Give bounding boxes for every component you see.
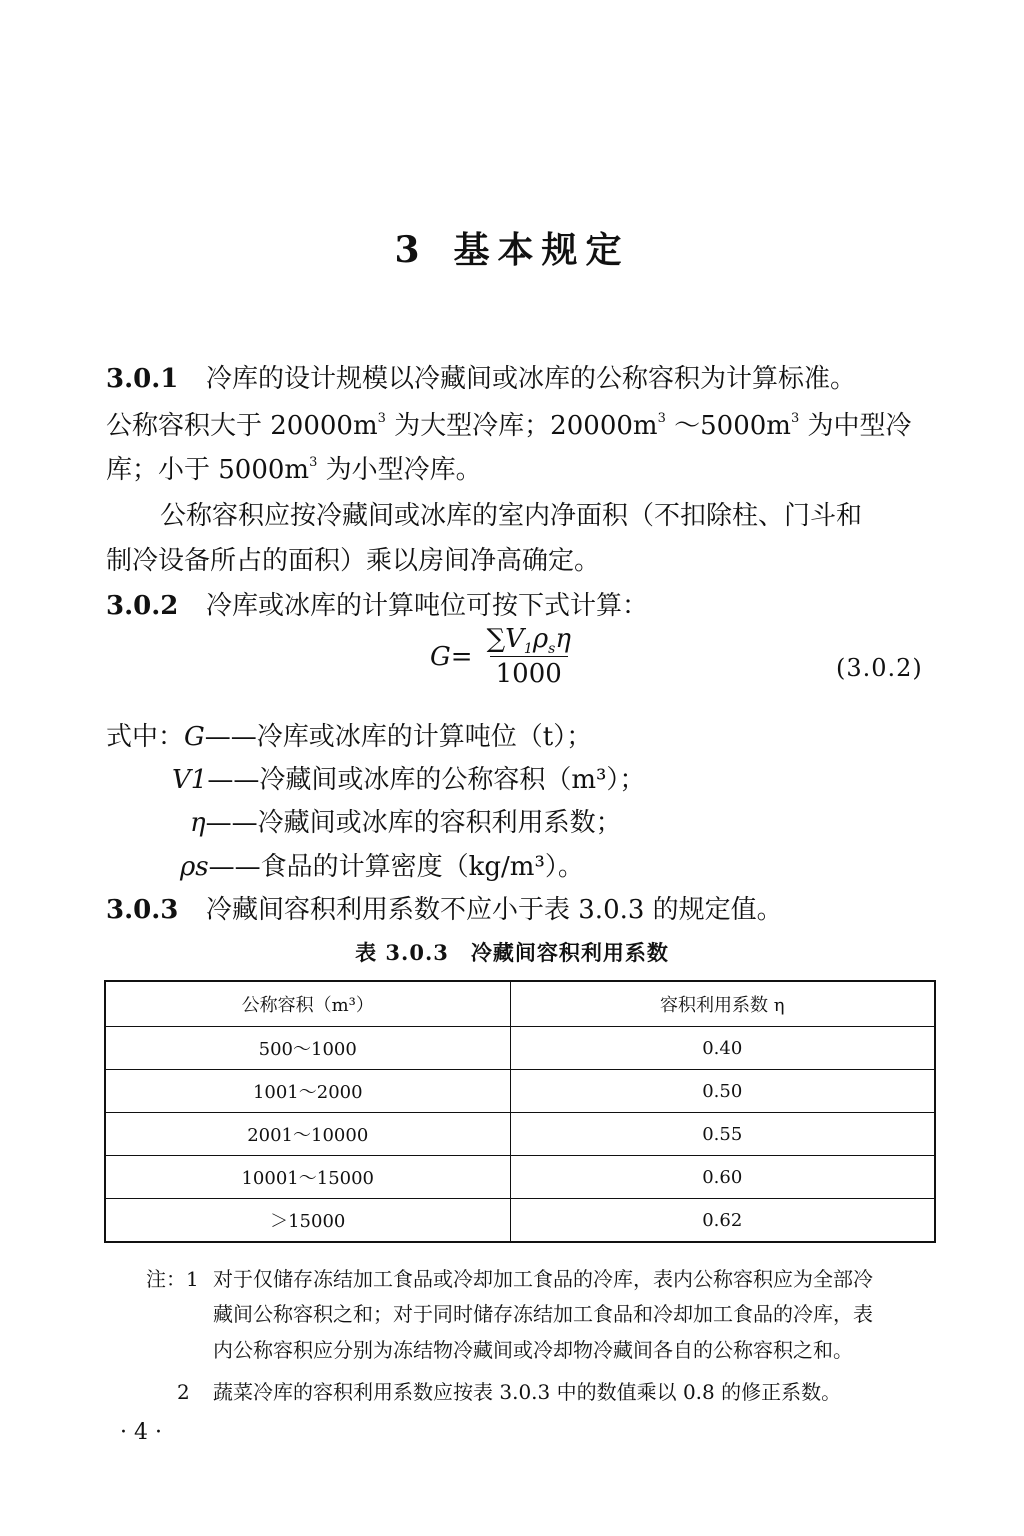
- text-segment: 为中型冷: [799, 411, 912, 441]
- term-symbol: G: [184, 722, 205, 752]
- subscript: 1: [523, 641, 533, 657]
- clause-3-0-1-para2-line2: [106, 544, 600, 578]
- clause-number: 3.0.1: [106, 364, 179, 394]
- formula-fraction: [481, 624, 577, 689]
- term-desc: ——冷库或冰库的计算吨位（t）；: [204, 722, 593, 752]
- table-cell: 0.55: [510, 1113, 935, 1156]
- table-cell: 0.50: [510, 1070, 935, 1113]
- table-header-row: [105, 981, 935, 1027]
- table-row: [105, 1156, 935, 1199]
- clause-3-0-2: [106, 589, 648, 623]
- page-number: · 4 ·: [120, 1420, 162, 1445]
- note-1-line3: 内公称容积应分别为冻结物冷藏间或冷却物冷藏间各自的公称容积之和。: [213, 1338, 853, 1362]
- clause-3-0-1-para2-line1: [160, 499, 862, 533]
- term-eta: [190, 806, 622, 840]
- table-title: 表 3.0.3 冷藏间容积利用系数: [355, 940, 669, 965]
- formula: [430, 624, 577, 689]
- table-cell: 10001～15000: [105, 1156, 510, 1199]
- note-1-line1: 对于仅储存冻结加工食品或冷却加工食品的冷库，表内公称容积应为全部冷: [213, 1267, 873, 1291]
- table-cell: 0.40: [510, 1027, 935, 1070]
- term-symbol: ρs: [180, 852, 209, 882]
- formula-denominator: 1000: [490, 656, 568, 689]
- clause-3-0-1-line1: [106, 362, 856, 396]
- clause-3-0-1-line2: [106, 409, 911, 443]
- numerator-sum: ∑V: [486, 624, 524, 654]
- clause-number: 3.0.3: [106, 895, 179, 925]
- note-2-text: 蔬菜冷库的容积利用系数应按表 3.0.3 中的数值乘以 0.8 的修正系数。: [213, 1380, 842, 1404]
- table-cell: 1001～2000: [105, 1070, 510, 1113]
- formula-lhs: G=: [430, 641, 473, 672]
- superscript: 3: [309, 455, 318, 470]
- table-header-cell: 容积利用系数 η: [510, 981, 935, 1027]
- text-segment: 为大型冷库；20000m: [385, 411, 658, 441]
- clause-text: 冷藏间容积利用系数不应小于表 3.0.3 的规定值。: [206, 895, 783, 925]
- note-label: 注：1: [146, 1267, 199, 1291]
- where-label: 式中：: [106, 722, 185, 752]
- text-segment: ～5000m: [665, 411, 791, 441]
- clause-3-0-1-line3: [106, 453, 482, 487]
- term-V1: [172, 763, 645, 797]
- superscript: 3: [790, 411, 800, 426]
- term-desc: ——冷藏间或冰库的容积利用系数；: [205, 808, 622, 838]
- text-segment: 公称容积大于 20000m: [106, 411, 378, 441]
- superscript: 3: [657, 411, 666, 426]
- text-segment: 制冷设备所占的面积）乘以房间净高确定。: [106, 546, 601, 576]
- table-cell: 500～1000: [105, 1027, 510, 1070]
- chapter-number: 3: [394, 229, 428, 271]
- eta-symbol: η: [555, 624, 571, 654]
- table-cell: ＞15000: [105, 1199, 510, 1243]
- rho-symbol: ρ: [532, 624, 549, 654]
- note-1-line2: 藏间公称容积之和；对于同时储存冻结加工食品和冷却加工食品的冷库，表: [213, 1302, 873, 1326]
- coefficient-table: [104, 980, 936, 1243]
- term-symbol: V1: [172, 765, 208, 795]
- term-desc: ——冷藏间或冰库的公称容积（m³）；: [207, 765, 646, 795]
- table-cell: 0.62: [510, 1199, 935, 1243]
- table-row: [105, 1027, 935, 1070]
- term-G: [106, 720, 592, 754]
- table-cell: 0.60: [510, 1156, 935, 1199]
- term-symbol: η: [190, 808, 206, 838]
- term-rho: [180, 850, 584, 884]
- term-desc: ——食品的计算密度（kg/m³）。: [208, 852, 584, 882]
- table-header-cell: 公称容积（m³）: [105, 981, 510, 1027]
- text-segment: 库；小于 5000m: [106, 455, 310, 485]
- chapter-title: 基本规定: [453, 229, 630, 271]
- clause-number: 3.0.2: [106, 591, 179, 621]
- note-2-label: 2: [177, 1380, 190, 1404]
- text-segment: 公称容积应按冷藏间或冰库的室内净面积（不扣除柱、门斗和: [160, 501, 863, 531]
- formula-numerator: [481, 624, 577, 656]
- subscript: s: [548, 641, 556, 657]
- clause-text: 冷库的设计规模以冷藏间或冰库的公称容积为计算标准。: [206, 364, 857, 394]
- chapter-heading: [0, 222, 1024, 273]
- table-row: [105, 1070, 935, 1113]
- equation-number: (3.0.2): [836, 654, 923, 682]
- table-row: [105, 1113, 935, 1156]
- table-cell: 2001～10000: [105, 1113, 510, 1156]
- superscript: 3: [377, 411, 386, 426]
- text-segment: 为小型冷库。: [317, 455, 482, 485]
- clause-3-0-3: [106, 893, 783, 927]
- clause-text: 冷库或冰库的计算吨位可按下式计算：: [206, 591, 649, 621]
- table-row: [105, 1199, 935, 1243]
